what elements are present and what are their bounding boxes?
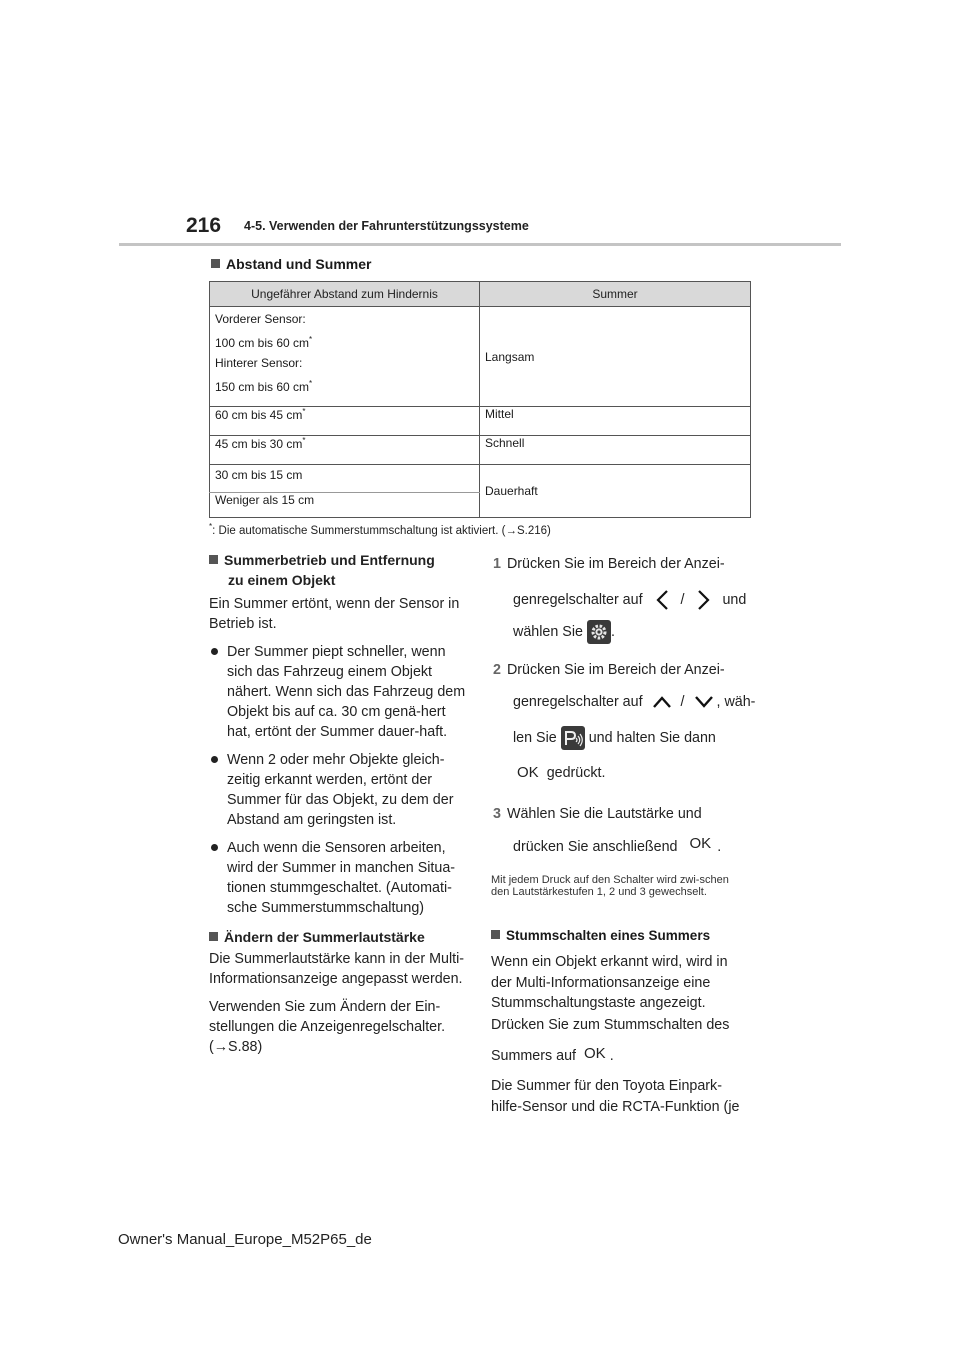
step-2-line-1: 2 Drücken Sie im Bereich der Anzei- (493, 662, 725, 678)
settings-gear-icon (587, 620, 611, 644)
table-cell-distance: 60 cm bis 45 cm* (210, 407, 480, 436)
square-bullet-icon (491, 930, 500, 939)
heading-stummschalten: Stummschalten eines Summers (491, 926, 710, 946)
square-bullet-icon (211, 259, 220, 268)
paragraph: Die Summer für den Toyota Einpark- (491, 1078, 722, 1094)
table-row (210, 407, 751, 436)
footer-text: Owner's Manual_Europe_M52P65_de (118, 1231, 372, 1248)
step-2-line-4: OK gedrückt. (517, 764, 606, 781)
table-cell-buzzer: Schnell (480, 436, 751, 465)
heading-lautstaerke: Ändern der Summerlautstärke (209, 927, 467, 947)
list-item: Auch wenn die Sensoren arbeiten, wird der Summer in manchen Situa-tionen stummgeschaltet. (Automati-sche Summerstummschaltung) (209, 838, 467, 918)
list-item: Der Summer piept schneller, wenn sich das Fahrzeug einem Objekt nähert. Wenn sich das Fahrzeug dem Objekt bis auf ca. 30 cm genä-hert hat, ertönt der Summer dauer-haft. (209, 642, 467, 742)
note-text: Mit jedem Druck auf den Schalter wird zwi-schen den Lautstärkestufen 1, 2 und 3 gewechselt. (491, 874, 729, 898)
table-cell-buzzer: Langsam (480, 307, 751, 407)
table-footnote: *: Die automatische Summerstummschaltung ist aktiviert. (→S.216) (209, 522, 551, 537)
heading-summerbetrieb: Summerbetrieb und Entfernung zu einem Objekt (209, 550, 467, 590)
table-row (210, 307, 751, 407)
heading-abstand: Abstand und Summer (211, 254, 371, 274)
step-3-line-1: 3 Wählen Sie die Lautstärke und (493, 806, 702, 822)
table-cell-distance: Vorderer Sensor: 100 cm bis 60 cm* Hinterer Sensor: 150 cm bis 60 cm* (210, 307, 480, 407)
table-cell-distance: Weniger als 15 cm (210, 493, 480, 518)
square-bullet-icon (209, 932, 218, 941)
section-title: 4-5. Verwenden der Fahrunterstützungssysteme (244, 219, 529, 233)
step-1-line-2: genregelschalter auf / und (513, 588, 746, 612)
step-1-line-1: 1 Drücken Sie im Bereich der Anzei- (493, 556, 725, 572)
list-item: Wenn 2 oder mehr Objekte gleich-zeitig erkannt werden, ertönt der Summer für das Objekt, zu dem der Abstand am geringsten ist. (209, 750, 467, 830)
paragraph: hilfe-Sensor und die RCTA-Funktion (je (491, 1099, 740, 1115)
paragraph: Die Summerlautstärke kann in der Multi-Informationsanzeige angepasst werden. (209, 951, 465, 987)
ok-button-icon: OK (584, 1045, 606, 1062)
square-bullet-icon (209, 555, 218, 564)
step-2-line-2: genregelschalter auf / , wäh- (513, 693, 756, 710)
chevron-right-icon (693, 588, 713, 612)
paragraph: Wenn ein Objekt erkannt wird, wird in der Multi-Informationsanzeige eine Stummschaltungstaste angezeigt. (491, 954, 728, 1011)
step-2-line-3: len Sie und halten Sie dann (513, 726, 716, 750)
buzzer-table (209, 281, 751, 518)
step-3-line-2: drücken Sie anschließend OK . (513, 835, 722, 855)
paragraph: Ein Summer ertönt, wenn der Sensor in Betrieb ist. (209, 596, 460, 632)
table-cell-buzzer: Mittel (480, 407, 751, 436)
ok-button-icon: OK (517, 764, 539, 781)
left-column (209, 550, 467, 1057)
paragraph: Verwenden Sie zum Ändern der Ein-stellungen die Anzeigenregelschalter. (→S.88) (209, 999, 446, 1055)
ok-button-icon: OK (689, 835, 712, 852)
table-cell-distance: 45 cm bis 30 cm* (210, 436, 480, 465)
paragraph: Summers auf OK . (491, 1045, 614, 1064)
page-number: 216 (186, 214, 222, 237)
chevron-down-icon (693, 693, 715, 711)
parking-sensor-icon (561, 726, 585, 750)
table-cell-distance: 30 cm bis 15 cm (210, 465, 480, 493)
table-header-buzzer: Summer (480, 282, 751, 307)
table-row (210, 436, 751, 465)
table-header-distance: Ungefährer Abstand zum Hindernis (210, 282, 480, 307)
table-row (210, 465, 751, 493)
chevron-up-icon (651, 693, 673, 711)
table-cell-buzzer: Dauerhaft (480, 465, 751, 518)
step-1-line-3: wählen Sie . (513, 620, 615, 644)
header-rule (119, 243, 841, 246)
chevron-left-icon (653, 588, 673, 612)
paragraph: Drücken Sie zum Stummschalten des (491, 1017, 730, 1033)
